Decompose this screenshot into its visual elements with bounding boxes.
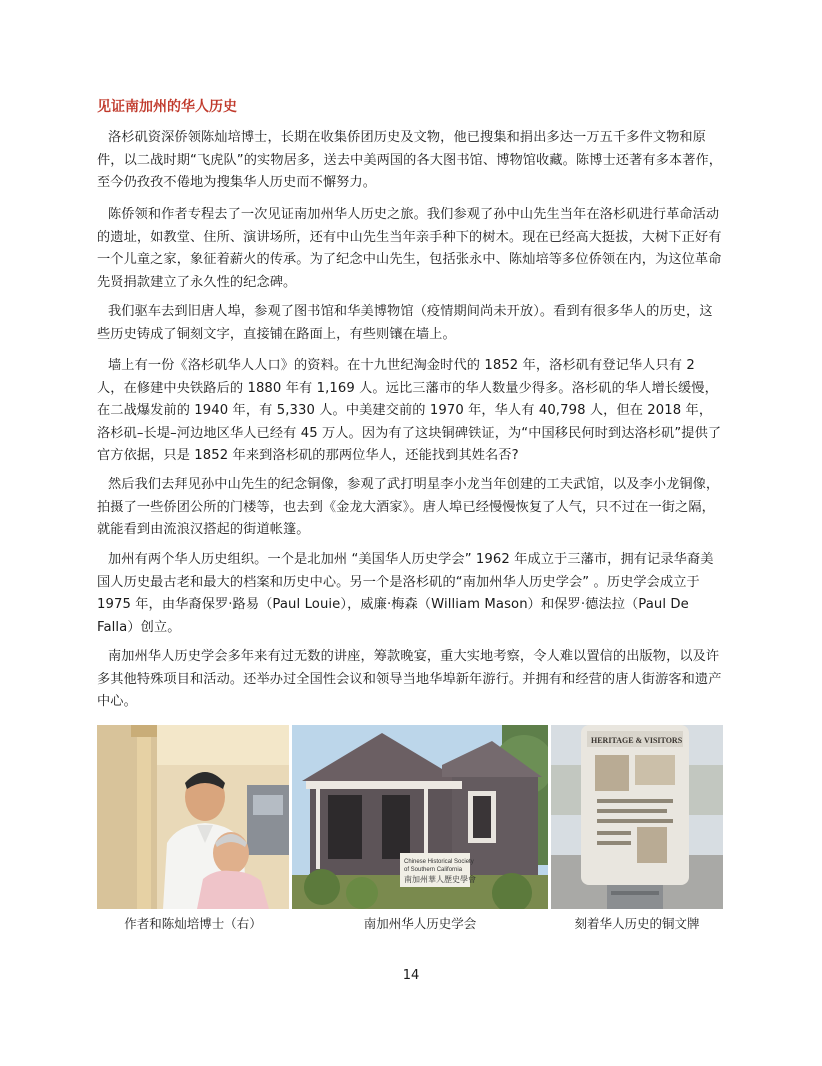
- paragraph-3: 我们驱车去到旧唐人埠，参观了图书馆和华美博物馆（疫情期间尚未开放）。看到有很多华人的历史，这些历史铸成了铜刻文字，直接铺在路面上，有些则镶在墙上。: [97, 304, 713, 342]
- plaque-heading-text: HERITAGE & VISITORS: [591, 736, 683, 745]
- caption-photo-1: 作者和陈灿培博士（右）: [124, 916, 262, 931]
- paragraph-4: 墙上有一份《洛杉矶华人人口》的资料。在十九世纪淘金时代的 1852 年，洛杉矶有登记华人只有 2 人，在修建中央铁路后的 1880 年有 1,169 人。远比三藩市的华人数量少得多。洛杉矶的华人增长缓慢，在二战爆发前的 1940 年，有 5,330 人。中美建交前的 1970 年，华人有 40,798 人，但在 2018 年，洛杉矶–长堤–河边地区华人已经有 45 万人。因为有了这块铜碑铁证，为“中国移民何时到达洛杉矶”提供了官方依据，只是 1852 年来到洛杉矶的那两位华人，还能找到其姓名否?: [97, 358, 722, 463]
- photo-heritage-plaque: [551, 725, 723, 909]
- caption-photo-3: 刻着华人历史的铜文牌: [574, 916, 700, 931]
- paragraph-5: 然后我们去拜见孙中山先生的纪念铜像，参观了武打明星李小龙当年创建的工夫武馆，以及李小龙铜像，拍摄了一些侨团公所的门楼等，也去到《金龙大酒家》。唐人埠已经慢慢恢复了人气，只不过在一街之隔，就能看到由流浪汉搭起的街道帐篷。: [97, 477, 720, 537]
- paragraph-1: 洛杉矶资深侨领陈灿培博士，长期在收集侨团历史及文物，他已搜集和捐出多达一万五千多件文物和原件，以二战时期“飞虎队”的实物居多，送去中美两国的各大图书馆、博物馆收藏。陈博士还著有多本著作，至今仍孜孜不倦地为搜集华人历史而不懈努力。: [97, 130, 723, 190]
- society-sign-text-zh: 南加州華人歷史學會: [404, 875, 476, 884]
- paragraph-6: 加州有两个华人历史组织。一个是北加州 “美国华人历史学会” 1962 年成立于三藩市，拥有记录华裔美国人历史最古老和最大的档案和历史中心。另一个是洛杉矶的“南加州华人历史学会” 。历史学会成立于 1975 年，由华裔保罗·路易（Paul Louie），威廉·梅森（William Mason）和保罗·德法拉（Paul De Falla）创立。: [97, 552, 714, 635]
- page-title: 见证南加州的华人历史: [97, 99, 237, 115]
- society-sign-text-en-2: of Southern California: [404, 867, 463, 873]
- caption-photo-2: 南加州华人历史学会: [363, 916, 477, 931]
- society-sign-text-en-1: Chinese Historical Society: [404, 859, 474, 865]
- page-number: 14: [402, 968, 420, 983]
- photo-author-and-dr-chen: [97, 725, 289, 909]
- photo-historical-society-house: [292, 725, 548, 909]
- paragraph-2: 陈侨领和作者专程去了一次见证南加州华人历史之旅。我们参观了孙中山先生当年在洛杉矶进行革命活动的遗址，如教堂、住所、演讲场所，还有中山先生当年亲手种下的树木。现在已经高大挺拔，大树下正好有一个儿童之家，象征着薪火的传承。为了纪念中山先生，包括张永中、陈灿培等多位侨领在内，为这位革命先贤捐款建立了永久性的纪念碑。: [97, 207, 722, 290]
- paragraph-7: 南加州华人历史学会多年来有过无数的讲座，筹款晚宴，重大实地考察，令人难以置信的出版物，以及许多其他特殊项目和活动。还举办过全国性会议和领导当地华埠新年游行。并拥有和经营的唐人街游客和遗产中心。: [97, 649, 722, 709]
